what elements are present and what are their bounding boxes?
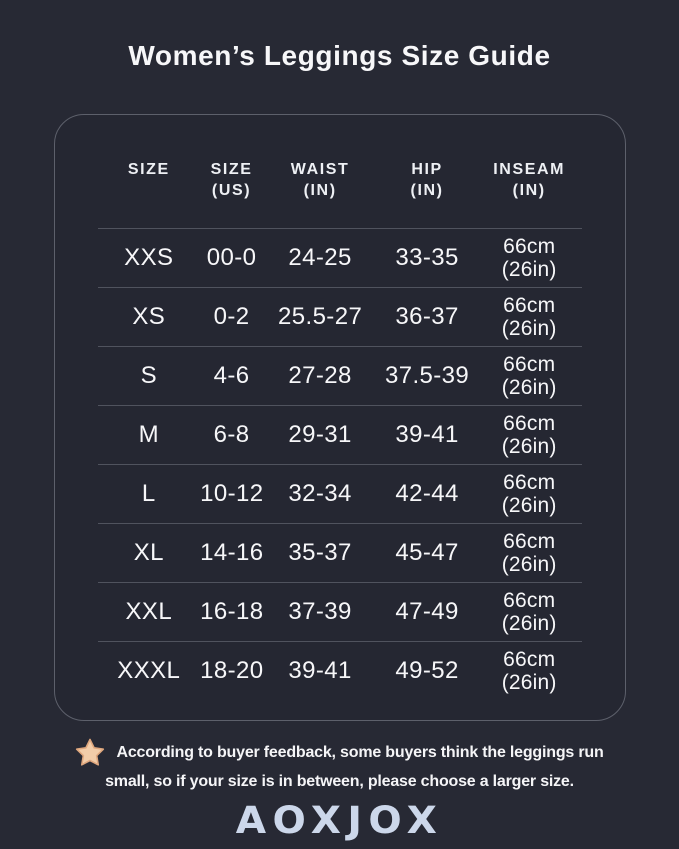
cell-size-us: 14-16 (200, 539, 264, 566)
inseam-in: (26in) (501, 258, 557, 281)
cell-inseam (477, 353, 582, 399)
table-row (98, 524, 582, 583)
cell-size: XXXL (117, 657, 181, 684)
cell-inseam (477, 412, 582, 458)
header-label-line2: (IN) (512, 182, 546, 199)
page-title: Women’s Leggings Size Guide (128, 40, 551, 71)
cell-size: L (141, 480, 156, 507)
inseam-in: (26in) (501, 376, 557, 399)
inseam-cm: 66cm (503, 353, 556, 376)
cell-waist: 37-39 (288, 598, 352, 625)
note-text-line1: According to buyer feedback, some buyers think the leggings run (116, 744, 604, 761)
table-header-cell (377, 159, 477, 228)
cell-hip: 42-44 (395, 480, 459, 507)
inseam-in: (26in) (501, 671, 557, 694)
cell-hip: 47-49 (395, 598, 459, 625)
cell-size: XL (133, 539, 164, 566)
table-row (98, 465, 582, 524)
cell-size-us: 6-8 (213, 421, 250, 448)
table-header-cell (98, 159, 201, 228)
cell-size: XXL (125, 598, 173, 625)
header-label-line1: HIP (411, 161, 443, 178)
cell-size: M (138, 421, 159, 448)
table-header-cell (477, 159, 582, 228)
cell-waist: 35-37 (288, 539, 352, 566)
note-line-2 (0, 768, 679, 796)
inseam-in: (26in) (501, 317, 557, 340)
table-header-cell (200, 159, 263, 228)
cell-inseam (477, 589, 582, 635)
inseam-cm: 66cm (503, 530, 556, 553)
header-label-line2: (IN) (303, 182, 337, 199)
inseam-cm: 66cm (503, 589, 556, 612)
header-label-line2: (IN) (410, 182, 444, 199)
inseam-cm: 66cm (503, 412, 556, 435)
cell-waist: 25.5-27 (278, 303, 363, 330)
table-body (98, 229, 582, 700)
brand-logo: AOXJOX (235, 799, 444, 842)
cell-inseam (477, 235, 582, 281)
table-header-row (98, 115, 582, 229)
note-line-1 (0, 738, 679, 768)
cell-size-us: 4-6 (213, 362, 250, 389)
cell-size-us: 18-20 (200, 657, 264, 684)
cell-hip: 39-41 (395, 421, 459, 448)
cell-hip: 36-37 (395, 303, 459, 330)
header-label-line2: (US) (211, 182, 252, 199)
header-label-line1: WAIST (290, 161, 350, 178)
cell-size-us: 00-0 (206, 244, 257, 271)
inseam-in: (26in) (501, 553, 557, 576)
cell-hip: 37.5-39 (384, 362, 470, 389)
cell-size: XS (132, 303, 166, 330)
cell-waist: 27-28 (288, 362, 352, 389)
table-row (98, 288, 582, 347)
cell-inseam (477, 648, 582, 694)
inseam-cm: 66cm (503, 235, 556, 258)
cell-inseam (477, 530, 582, 576)
cell-waist: 39-41 (288, 657, 352, 684)
cell-waist: 24-25 (288, 244, 352, 271)
cell-size-us: 10-12 (200, 480, 264, 507)
cell-size: S (140, 362, 157, 389)
cell-hip: 45-47 (395, 539, 459, 566)
header-label-line1: INSEAM (493, 161, 566, 178)
table-row (98, 347, 582, 406)
cell-waist: 32-34 (288, 480, 352, 507)
cell-hip: 33-35 (395, 244, 459, 271)
cell-size-us: 16-18 (200, 598, 264, 625)
inseam-in: (26in) (501, 612, 557, 635)
size-table-card (54, 114, 626, 721)
header-label-line1: SIZE (210, 161, 253, 178)
header-label-line1: SIZE (127, 161, 170, 178)
note-text-line2: small, so if your size is in between, please choose a larger size. (105, 773, 574, 790)
inseam-in: (26in) (501, 494, 557, 517)
cell-inseam (477, 294, 582, 340)
table-row (98, 229, 582, 288)
table-row (98, 583, 582, 642)
cell-size-us: 0-2 (213, 303, 250, 330)
cell-size: XXS (124, 244, 174, 271)
cell-inseam (477, 471, 582, 517)
star-icon (75, 738, 105, 768)
inseam-cm: 66cm (503, 294, 556, 317)
inseam-cm: 66cm (503, 648, 556, 671)
buyer-feedback-note (0, 738, 679, 796)
cell-waist: 29-31 (288, 421, 352, 448)
table-row (98, 642, 582, 700)
table-row (98, 406, 582, 465)
inseam-cm: 66cm (503, 471, 556, 494)
cell-hip: 49-52 (395, 657, 459, 684)
table-header-cell (263, 159, 377, 228)
inseam-in: (26in) (501, 435, 557, 458)
